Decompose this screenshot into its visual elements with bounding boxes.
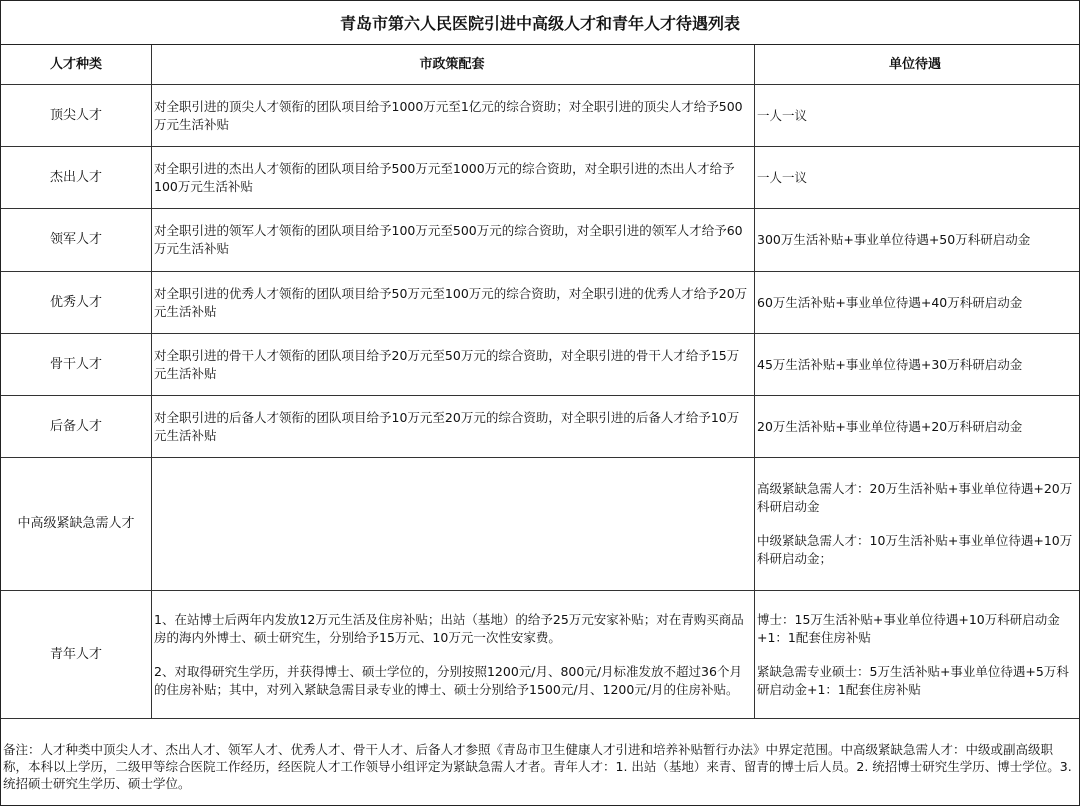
category-cell: 骨干人才 (1, 334, 152, 395)
policy-cell: 对全职引进的优秀人才领衔的团队项目给予50万元至100万元的综合资助，对全职引进的优秀人才给予20万元生活补贴 (152, 272, 755, 333)
category-cell: 优秀人才 (1, 272, 152, 333)
category-cell: 领军人才 (1, 209, 152, 271)
header-benefit: 单位待遇 (888, 56, 941, 72)
policy-line: 2、对取得研究生学历，并获得博士、硕士学位的，分别按照1200元/月、800元/月标准发放不超过36个月的住房补贴；其中，对列入紧缺急需目录专业的博士、硕士分别给予1500元/月、1200元/月的住房补贴。 (154, 663, 742, 697)
benefit-cell: 45万生活补贴+事业单位待遇+30万科研启动金 (757, 356, 1023, 372)
table-row (1, 272, 1079, 334)
policy-cell (152, 458, 755, 590)
benefit-line: 博士：15万生活补贴+事业单位待遇+10万科研启动金+1：1配套住房补贴 (757, 611, 1060, 645)
benefit-cell: 20万生活补贴+事业单位待遇+20万科研启动金 (757, 418, 1023, 434)
benefit-line: 高级紧缺急需人才：20万生活补贴+事业单位待遇+20万科研启动金 (757, 481, 1073, 514)
table-row (1, 209, 1079, 272)
benefit-cell (755, 591, 1079, 718)
policy-cell: 对全职引进的顶尖人才领衔的团队项目给予1000万元至1亿元的综合资助；对全职引进的顶尖人才给予500万元生活补贴 (152, 85, 755, 146)
header-row (1, 45, 1079, 85)
footnote: 备注：人才种类中顶尖人才、杰出人才、领军人才、优秀人才、骨干人才、后备人才参照《青岛市卫生健康人才引进和培养补贴暂行办法》中界定范围。中高级紧缺急需人才：中级或副高级职称，本科以上学历，二级甲等综合医院工作经历，经医院人才工作领导小组评定为紧缺急需人才者。青年人才：1. 出站（基地）来青、留青的博士后人员。2. 统招博士研究生学历、博士学位。3. 统招硕士研究生学历、硕士学位。 (3, 742, 1072, 791)
policy-cell: 对全职引进的杰出人才领衔的团队项目给予500万元至1000万元的综合资助，对全职引进的杰出人才给予100万元生活补贴 (152, 147, 755, 208)
table-row (1, 458, 1079, 591)
benefit-line: 紧缺急需专业硕士：5万生活补贴+事业单位待遇+5万科研启动金+1：1配套住房补贴 (757, 663, 1069, 697)
table-title: 青岛市第六人民医院引进中高级人才和青年人才待遇列表 (1, 1, 1079, 45)
table-row (1, 591, 1079, 719)
header-category: 人才种类 (1, 45, 152, 84)
benefit-cell (755, 458, 1079, 590)
benefit-cell: 60万生活补贴+事业单位待遇+40万科研启动金 (757, 294, 1023, 310)
benefit-line: 中级紧缺急需人才：10万生活补贴+事业单位待遇+10万科研启动金； (757, 533, 1073, 566)
category-cell: 杰出人才 (1, 147, 152, 208)
benefit-cell: 300万生活补贴+事业单位待遇+50万科研启动金 (757, 232, 1031, 247)
table-row (1, 334, 1079, 396)
table-row (1, 147, 1079, 209)
category-cell: 后备人才 (1, 396, 152, 457)
policy-cell: 对全职引进的后备人才领衔的团队项目给予10万元至20万元的综合资助，对全职引进的后备人才给予10万元生活补贴 (152, 396, 755, 457)
policy-cell: 对全职引进的骨干人才领衔的团队项目给予20万元至50万元的综合资助，对全职引进的骨干人才给予15万元生活补贴 (152, 334, 755, 395)
policy-cell: 对全职引进的领军人才领衔的团队项目给予100万元至500万元的综合资助，对全职引进的领军人才给予60万元生活补贴 (152, 209, 755, 271)
benefit-cell: 一人一议 (757, 107, 808, 123)
table-row (1, 85, 1079, 147)
table-row (1, 396, 1079, 458)
header-policy: 市政策配套 (152, 45, 755, 84)
policy-line: 1、在站博士后两年内发放12万元生活及住房补贴；出站（基地）的给予25万元安家补贴；对在青购买商品房的海内外博士、硕士研究生，分别给予15万元、10万元一次性安家费。 (154, 611, 744, 645)
category-cell: 顶尖人才 (1, 85, 152, 146)
benefit-cell: 一人一议 (757, 169, 808, 185)
category-cell: 青年人才 (1, 591, 152, 718)
category-cell: 中高级紧缺急需人才 (1, 458, 152, 590)
policy-cell (152, 591, 755, 718)
